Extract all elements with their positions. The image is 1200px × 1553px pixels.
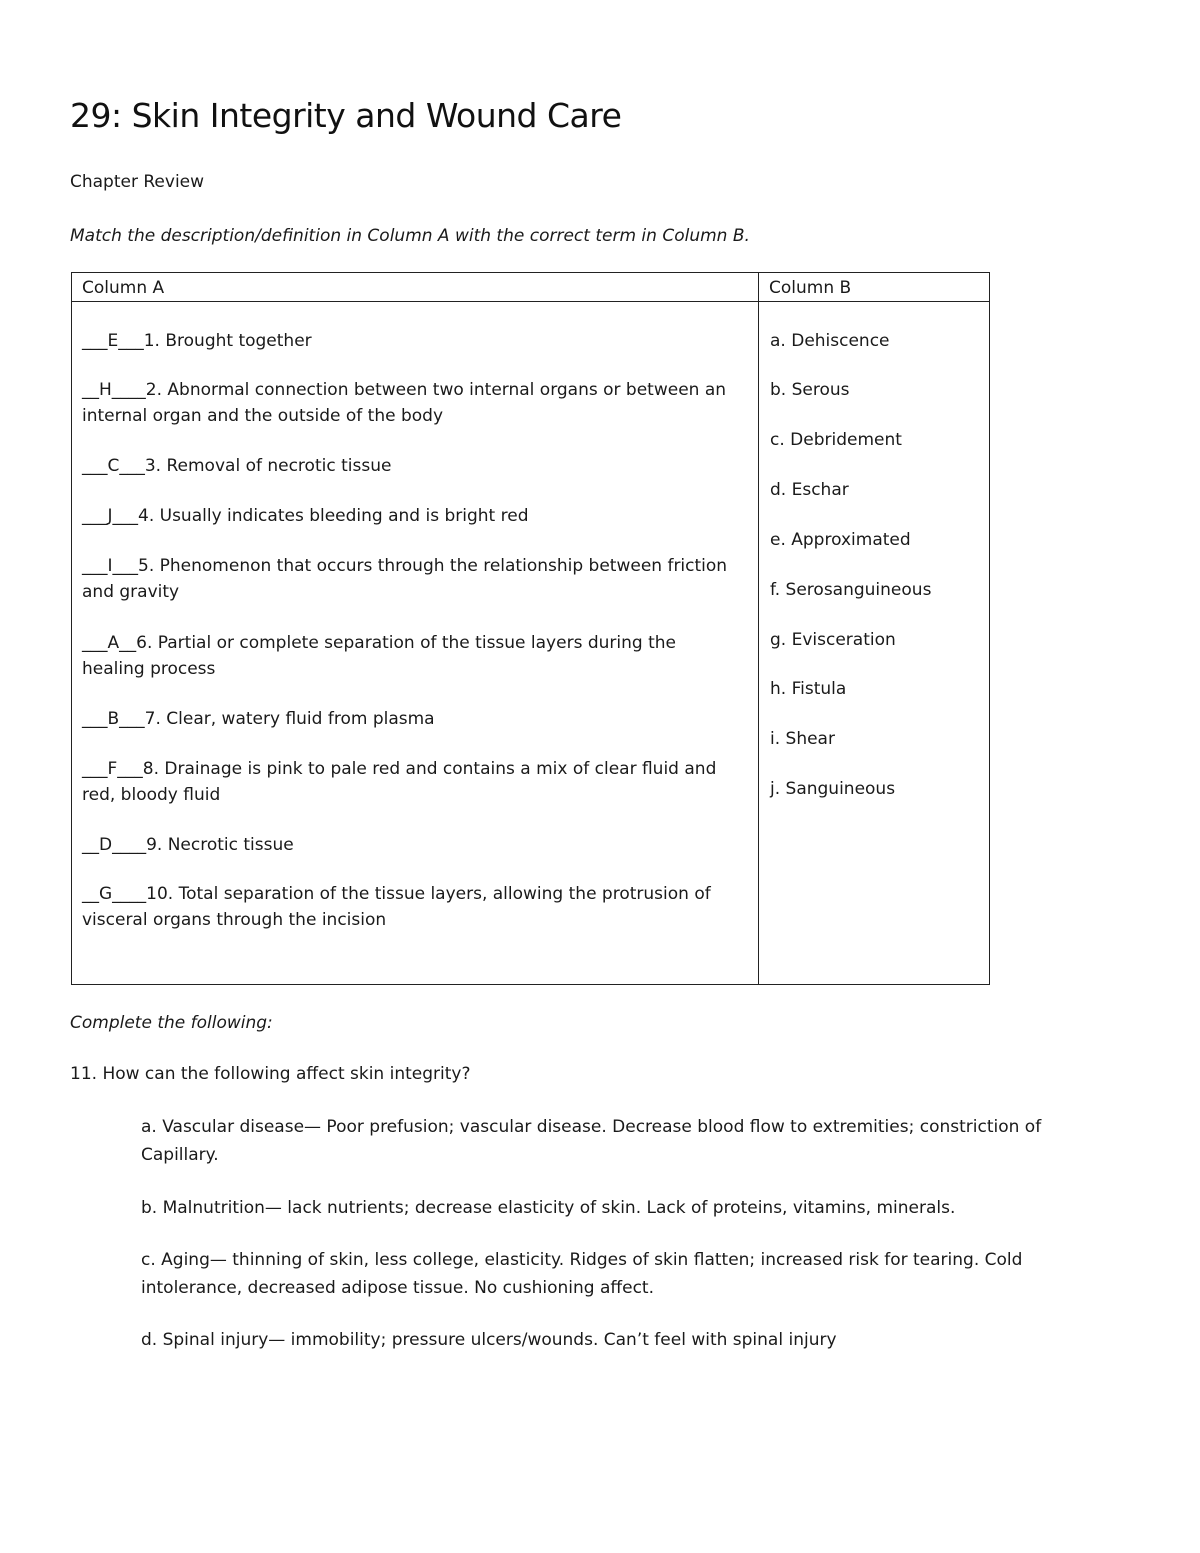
- page-title: 29: Skin Integrity and Wound Care: [70, 96, 622, 135]
- column-a-cell: [72, 302, 759, 985]
- match-item-10: __G____10. Total separation of the tissue layers, allowing the protrusion of visceral organs through the incision: [82, 884, 711, 930]
- term-g: g. Evisceration: [770, 630, 896, 650]
- match-item-9: __D____9. Necrotic tissue: [82, 835, 294, 855]
- match-item-1: ___E___1. Brought together: [82, 331, 312, 351]
- term-a: a. Dehiscence: [770, 331, 890, 351]
- answer-a: a. Vascular disease— Poor prefusion; vascular disease. Decrease blood flow to extremities; constriction of Capillary.: [141, 1117, 1042, 1165]
- match-item-2: __H____2. Abnormal connection between two internal organs or between an internal organ and the outside of the body: [82, 380, 727, 426]
- term-h: h. Fistula: [770, 679, 847, 699]
- answer-c: c. Aging— thinning of skin, less college, elasticity. Ridges of skin flatten; increased risk for tearing. Cold intolerance, decreased adipose tissue. No cushioning affect.: [141, 1250, 1023, 1298]
- answer-d: d. Spinal injury— immobility; pressure ulcers/wounds. Can’t feel with spinal injury: [141, 1330, 837, 1350]
- match-item-8: ___F___8. Drainage is pink to pale red and contains a mix of clear fluid and red, bloody fluid: [82, 759, 717, 805]
- term-d: d. Eschar: [770, 480, 849, 500]
- term-c: c. Debridement: [770, 430, 902, 450]
- match-item-5: ___I___5. Phenomenon that occurs through the relationship between friction and gravity: [82, 556, 728, 602]
- match-item-3: ___C___3. Removal of necrotic tissue: [82, 456, 392, 476]
- term-b: b. Serous: [770, 380, 850, 400]
- term-e: e. Approximated: [770, 530, 911, 550]
- complete-heading: Complete the following:: [70, 1013, 273, 1033]
- column-b-cell: [759, 302, 990, 985]
- match-item-6: ___A__6. Partial or complete separation of the tissue layers during the healing process: [82, 633, 676, 679]
- match-item-7: ___B___7. Clear, watery fluid from plasma: [82, 709, 435, 729]
- column-a-header: Column A: [72, 273, 759, 302]
- term-i: i. Shear: [770, 729, 835, 749]
- matching-table: [71, 272, 990, 985]
- chapter-review-label: Chapter Review: [70, 172, 205, 192]
- term-f: f. Serosanguineous: [770, 580, 932, 600]
- match-item-4: ___J___4. Usually indicates bleeding and is bright red: [82, 506, 529, 526]
- answer-b: b. Malnutrition— lack nutrients; decrease elasticity of skin. Lack of proteins, vitamins, minerals.: [141, 1198, 956, 1218]
- column-b-header: Column B: [759, 273, 990, 302]
- matching-instruction: Match the description/definition in Column A with the correct term in Column B.: [70, 226, 750, 246]
- term-j: j. Sanguineous: [770, 779, 896, 799]
- question-11: 11. How can the following affect skin integrity?: [70, 1064, 471, 1084]
